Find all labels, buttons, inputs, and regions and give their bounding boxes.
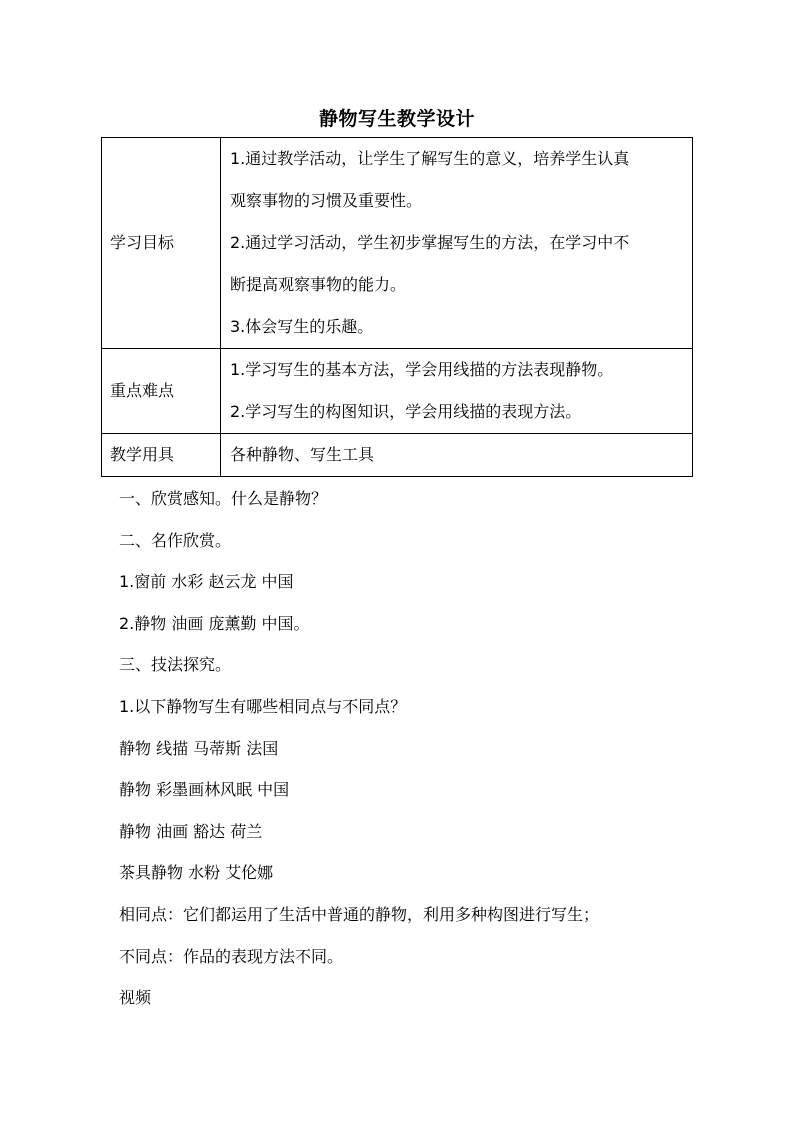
row-label: 学习目标	[102, 138, 221, 349]
paragraph: 1.窗前 水彩 赵云龙 中国	[119, 572, 294, 592]
content-line: 观察事物的习惯及重要性。	[230, 191, 423, 210]
content-line: 3.体会写生的乐趣。	[230, 317, 374, 336]
content-line: 2.学习写生的构图知识，学会用线描的表现方法。	[230, 402, 582, 421]
content-line: 断提高观察事物的能力。	[230, 275, 407, 294]
table-row-teaching-tools	[102, 434, 693, 477]
paragraph: 一、欣赏感知。什么是静物？	[119, 489, 328, 508]
row-label: 教学用具	[102, 434, 221, 477]
paragraph: 静物 彩墨画林风眠 中国	[119, 780, 290, 800]
paragraph: 视频	[119, 988, 152, 1008]
lesson-plan-table	[101, 137, 693, 477]
table-row-learning-goals	[102, 138, 693, 349]
paragraph: 二、名作欣赏。	[119, 530, 232, 550]
paragraph: 相同点：它们都运用了生活中普通的静物，利用多种构图进行写生；	[119, 904, 600, 924]
row-content	[221, 434, 693, 477]
paragraph: 静物 线描 马蒂斯 法国	[119, 738, 279, 758]
content-line: 2.通过学习活动，学生初步掌握写生的方法，在学习中不	[230, 233, 630, 252]
content-line: 1.学习写生的基本方法，学会用线描的方法表现静物。	[230, 360, 614, 379]
paragraph: 三、技法探究。	[119, 655, 232, 675]
content-line: 1.通过教学活动，让学生了解写生的意义，培养学生认真	[230, 149, 630, 168]
table-row-key-points	[102, 349, 693, 434]
paragraph: 不同点：作品的表现方法不同。	[119, 946, 344, 966]
row-label: 重点难点	[102, 349, 221, 434]
paragraph: 2.静物 油画 庞薰勤 中国。	[119, 613, 310, 633]
document-title: 静物写生教学设计	[318, 108, 475, 130]
paragraph: 静物 油画 豁达 荷兰	[119, 821, 263, 841]
row-content	[221, 138, 693, 349]
paragraph: 茶具静物 水粉 艾伦娜	[119, 863, 274, 883]
content-line: 各种静物、写生工具	[230, 445, 375, 464]
paragraph: 1.以下静物写生有哪些相同点与不同点？	[119, 696, 407, 716]
body-text	[119, 478, 719, 1019]
row-content	[221, 349, 693, 434]
